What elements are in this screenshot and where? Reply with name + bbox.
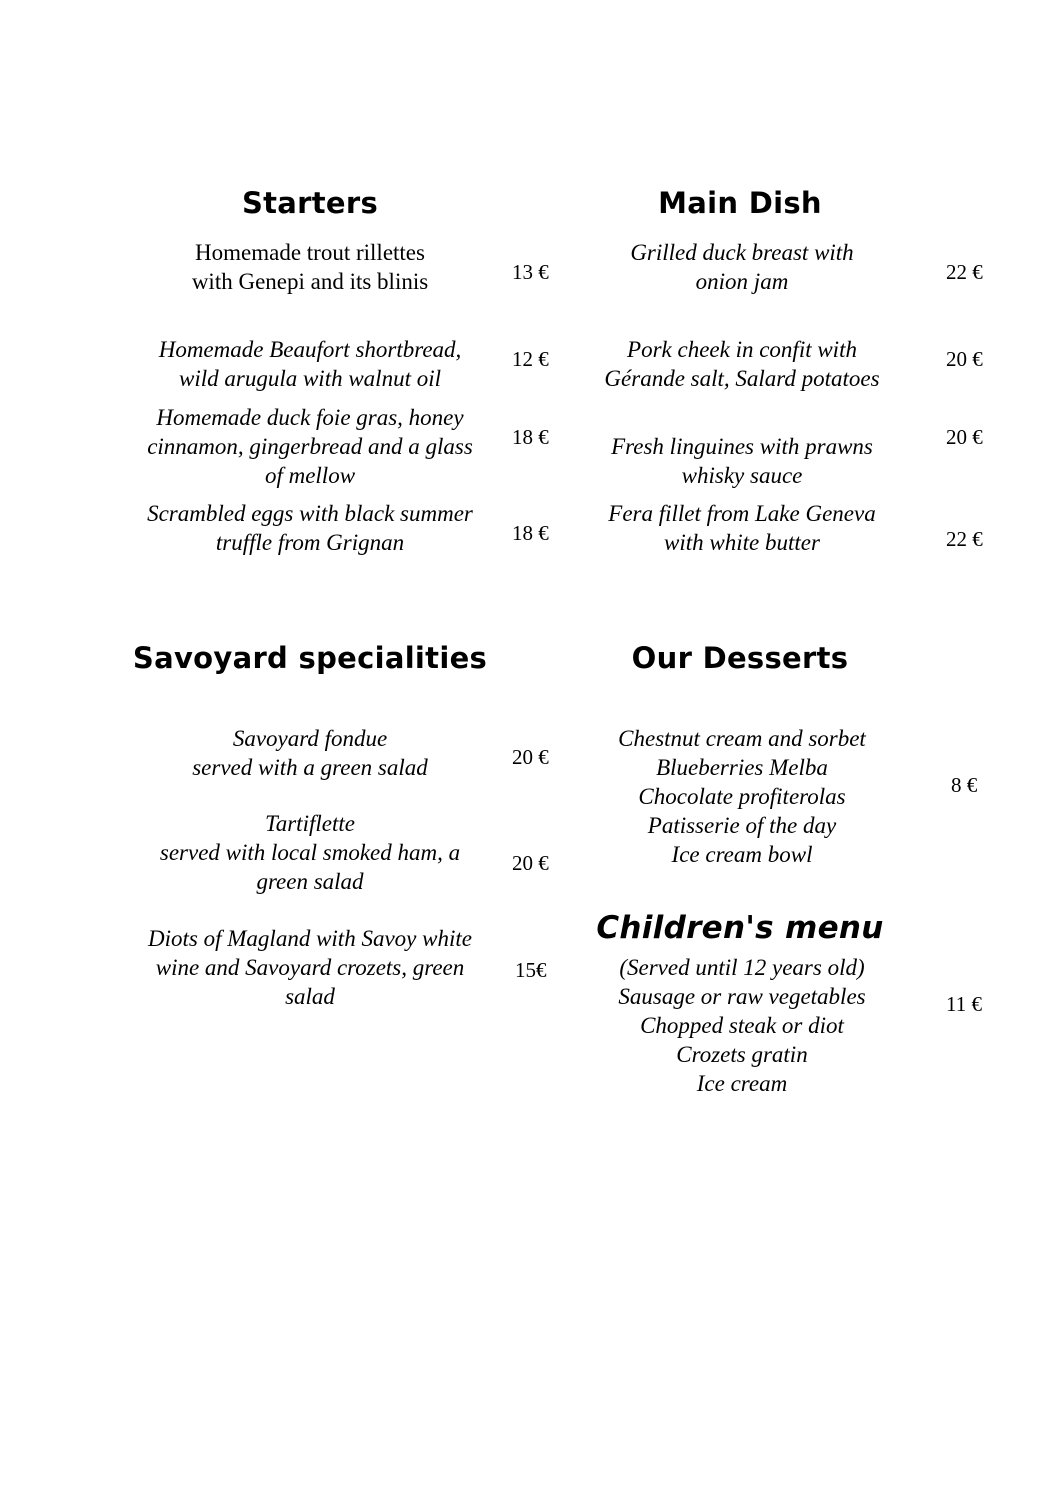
main-price-pork-cheek: 20 € (946, 347, 983, 371)
childrens-menu-price: 11 € (946, 992, 982, 1016)
item-line: Tartiflette (265, 811, 355, 836)
childrens-menu-heading: Children's menu (596, 910, 884, 946)
desserts-list (560, 724, 924, 869)
dessert-line: Blueberries Melba (656, 755, 828, 780)
item-line: Homemade trout rillettes (195, 240, 425, 265)
desserts-heading: Our Desserts (631, 641, 849, 675)
main-price-fera-fillet: 22 € (946, 527, 983, 551)
starter-item-trout-rillettes (120, 238, 500, 296)
starter-item-beaufort-shortbread (120, 335, 500, 393)
item-line: Scrambled eggs with black summer (147, 501, 473, 526)
savoyard-price-diots: 15€ (515, 958, 547, 982)
item-line: Diots of Magland with Savoy white (148, 926, 472, 951)
item-line: Fera fillet from Lake Geneva (608, 501, 876, 526)
savoyard-item-fondue (120, 724, 500, 782)
savoyard-item-tartiflette (120, 809, 500, 896)
main-price-duck-breast: 22 € (946, 260, 983, 284)
desserts-price: 8 € (951, 773, 978, 797)
item-line: Fresh linguines with prawns (611, 434, 873, 459)
item-line: wild arugula with walnut oil (179, 366, 441, 391)
children-line: Crozets gratin (676, 1042, 808, 1067)
main-item-fera-fillet (560, 499, 924, 557)
item-line: of mellow (264, 463, 356, 488)
main-item-pork-cheek (560, 335, 924, 393)
savoyard-price-fondue: 20 € (512, 745, 549, 769)
item-line: with white butter (664, 530, 820, 555)
item-line: with Genepi and its blinis (191, 269, 429, 294)
main-price-linguines: 20 € (946, 425, 983, 449)
children-line: Ice cream (696, 1071, 788, 1096)
main-item-linguines (560, 432, 924, 490)
item-line: served with a green salad (192, 755, 428, 780)
starter-price-beaufort-shortbread: 12 € (512, 347, 549, 371)
item-line: whisky sauce (681, 463, 803, 488)
children-line: Chopped steak or diot (640, 1013, 844, 1038)
item-line: Gérande salt, Salard potatoes (604, 366, 880, 391)
item-line: Pork cheek in confit with (627, 337, 857, 362)
starter-price-scrambled-eggs: 18 € (512, 521, 549, 545)
dessert-line: Ice cream bowl (671, 842, 813, 867)
children-line: (Served until 12 years old) (619, 955, 865, 980)
item-line: cinnamon, gingerbread and a glass (147, 434, 473, 459)
item-line: green salad (256, 869, 364, 894)
starters-heading: Starters (241, 186, 379, 220)
savoyard-heading: Savoyard specialities (132, 641, 488, 675)
item-line: truffle from Grignan (215, 530, 405, 555)
item-line: Homemade duck foie gras, honey (156, 405, 464, 430)
starter-price-trout-rillettes: 13 € (512, 260, 549, 284)
main-dish-heading: Main Dish (658, 186, 822, 220)
item-line: onion jam (695, 269, 789, 294)
dessert-line: Chestnut cream and sorbet (618, 726, 866, 751)
childrens-menu-list (560, 953, 924, 1098)
dessert-line: Chocolate profiterolas (638, 784, 846, 809)
main-item-duck-breast (560, 238, 924, 296)
savoyard-item-diots (120, 924, 500, 1011)
starter-item-scrambled-eggs (120, 499, 500, 557)
item-line: wine and Savoyard crozets, green (155, 955, 465, 980)
item-line: salad (285, 984, 335, 1009)
savoyard-price-tartiflette: 20 € (512, 851, 549, 875)
item-line: Homemade Beaufort shortbread, (158, 337, 462, 362)
item-line: Grilled duck breast with (630, 240, 854, 265)
starter-price-duck-foie-gras: 18 € (512, 425, 549, 449)
item-line: Savoyard fondue (232, 726, 388, 751)
dessert-line: Patisserie of the day (647, 813, 837, 838)
starter-item-duck-foie-gras (120, 403, 500, 490)
item-line: served with local smoked ham, a (159, 840, 461, 865)
children-line: Sausage or raw vegetables (618, 984, 866, 1009)
